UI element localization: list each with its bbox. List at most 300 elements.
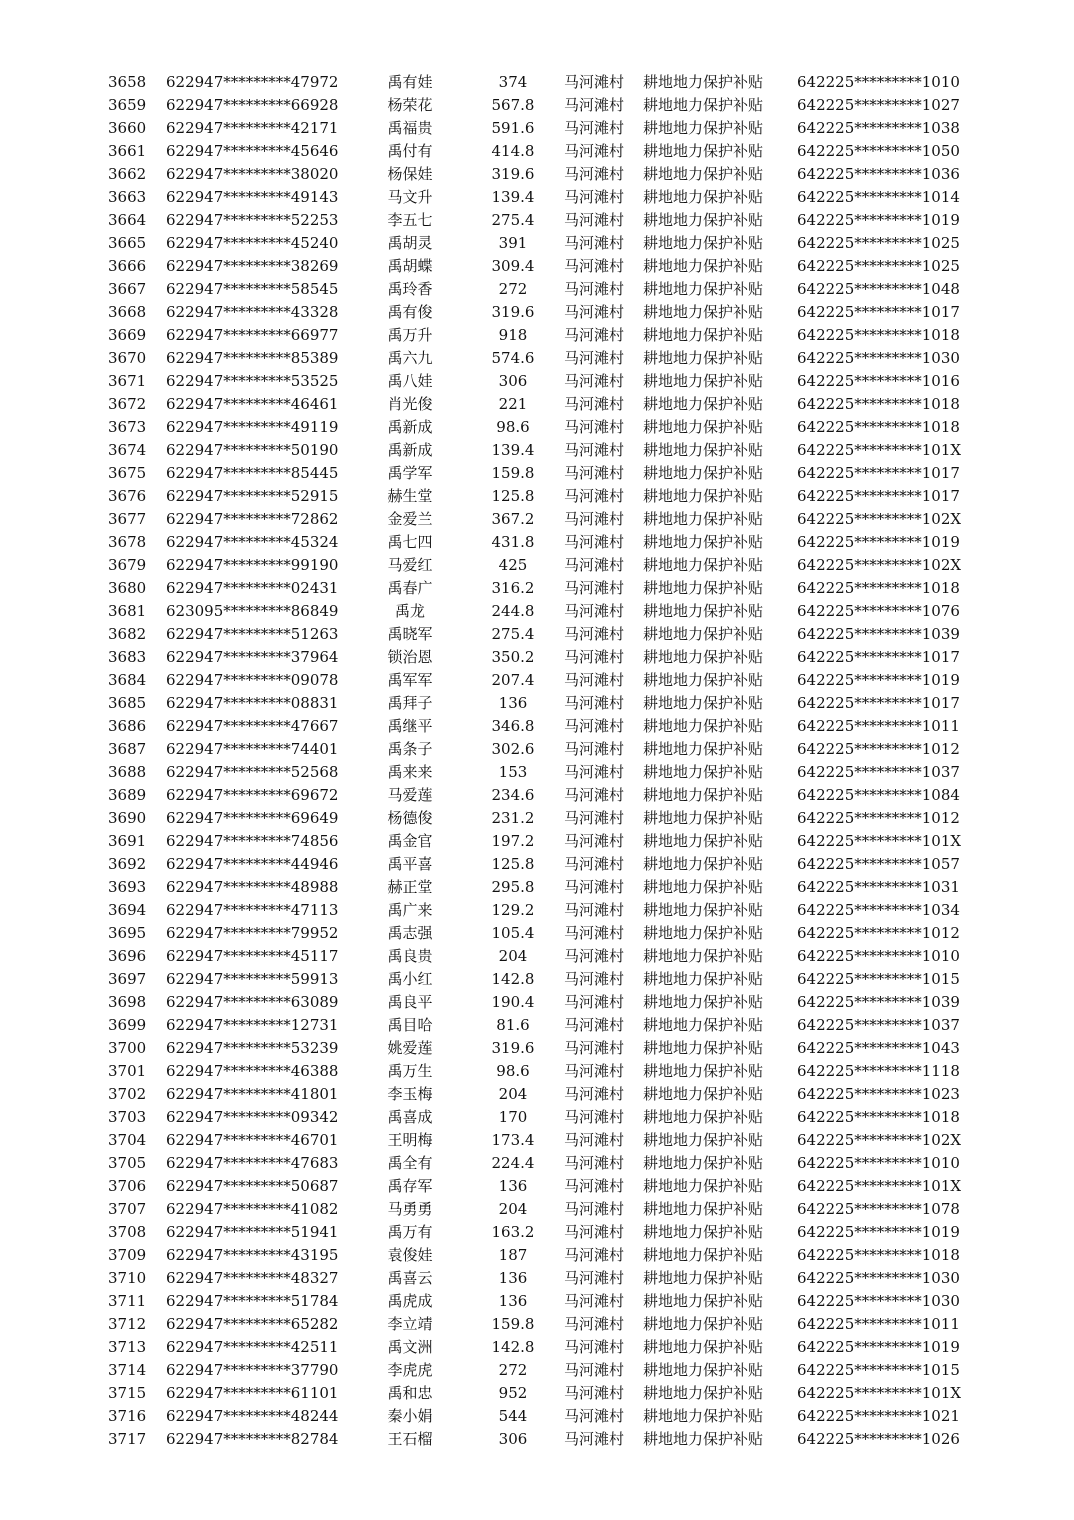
bank-card-number: 622947*********74401	[166, 740, 339, 758]
id-number: 642225*********1010	[797, 73, 960, 91]
id-number: 642225*********1019	[797, 1223, 960, 1241]
bank-card-number: 622947*********47667	[166, 717, 339, 735]
village-name: 马河滩村	[564, 1246, 625, 1264]
id-number: 642225*********1019	[797, 533, 960, 551]
bank-card-number: 622947*********50190	[166, 441, 339, 459]
person-name: 禹虎成	[387, 1292, 433, 1310]
table-row	[0, 209, 1074, 232]
village-name: 马河滩村	[564, 579, 625, 597]
table-row	[0, 1405, 1074, 1428]
table-row	[0, 968, 1074, 991]
subsidy-type: 耕地地力保护补贴	[643, 464, 764, 482]
row-number: 3714	[108, 1361, 147, 1379]
village-name: 马河滩村	[564, 441, 625, 459]
subsidy-amount: 918	[498, 326, 528, 344]
id-number: 642225*********1018	[797, 579, 960, 597]
row-number: 3660	[108, 119, 147, 137]
id-number: 642225*********1118	[797, 1062, 960, 1080]
bank-card-number: 622947*********47113	[166, 901, 339, 919]
table-row	[0, 1037, 1074, 1060]
village-name: 马河滩村	[564, 1430, 625, 1448]
id-number: 642225*********1017	[797, 487, 960, 505]
subsidy-type: 耕地地力保护补贴	[643, 763, 764, 781]
person-name: 禹春广	[387, 579, 433, 597]
id-number: 642225*********1012	[797, 740, 960, 758]
row-number: 3680	[108, 579, 147, 597]
subsidy-amount: 544	[498, 1407, 528, 1425]
bank-card-number: 622947*********49143	[166, 188, 339, 206]
table-row	[0, 140, 1074, 163]
subsidy-type: 耕地地力保护补贴	[643, 119, 764, 137]
subsidy-type: 耕地地力保护补贴	[643, 993, 764, 1011]
table-row	[0, 1382, 1074, 1405]
subsidy-type: 耕地地力保护补贴	[643, 832, 764, 850]
bank-card-number: 622947*********66928	[166, 96, 339, 114]
row-number: 3672	[108, 395, 147, 413]
row-number: 3711	[108, 1292, 147, 1310]
subsidy-amount: 319.6	[491, 303, 535, 321]
person-name: 禹玲香	[387, 280, 433, 298]
subsidy-type: 耕地地力保护补贴	[643, 73, 764, 91]
person-name: 马爱莲	[387, 786, 433, 804]
person-name: 禹全有	[387, 1154, 433, 1172]
row-number: 3663	[108, 188, 147, 206]
subsidy-amount: 153	[498, 763, 528, 781]
row-number: 3712	[108, 1315, 147, 1333]
table-row	[0, 255, 1074, 278]
person-name: 禹龙	[394, 602, 425, 620]
village-name: 马河滩村	[564, 1200, 625, 1218]
row-number: 3662	[108, 165, 147, 183]
person-name: 禹福贵	[387, 119, 433, 137]
person-name: 禹万升	[387, 326, 433, 344]
row-number: 3676	[108, 487, 147, 505]
village-name: 马河滩村	[564, 1177, 625, 1195]
village-name: 马河滩村	[564, 418, 625, 436]
table-row	[0, 784, 1074, 807]
village-name: 马河滩村	[564, 1338, 625, 1356]
table-row	[0, 1129, 1074, 1152]
subsidy-type: 耕地地力保护补贴	[643, 1269, 764, 1287]
person-name: 姚爱莲	[387, 1039, 433, 1057]
bank-card-number: 622947*********38269	[166, 257, 339, 275]
id-number: 642225*********1084	[797, 786, 960, 804]
bank-card-number: 622947*********47972	[166, 73, 339, 91]
table-row	[0, 945, 1074, 968]
row-number: 3678	[108, 533, 147, 551]
person-name: 李玉梅	[387, 1085, 433, 1103]
bank-card-number: 622947*********44946	[166, 855, 339, 873]
table-row	[0, 623, 1074, 646]
bank-card-number: 622947*********12731	[166, 1016, 339, 1034]
person-name: 王明梅	[387, 1131, 433, 1149]
subsidy-amount: 139.4	[491, 441, 535, 459]
person-name: 禹万生	[387, 1062, 433, 1080]
person-name: 禹新成	[387, 418, 433, 436]
bank-card-number: 622947*********69649	[166, 809, 339, 827]
table-row	[0, 370, 1074, 393]
subsidy-amount: 125.8	[491, 855, 535, 873]
table-row	[0, 186, 1074, 209]
subsidy-type: 耕地地力保护补贴	[643, 372, 764, 390]
id-number: 642225*********1019	[797, 671, 960, 689]
bank-card-number: 622947*********52568	[166, 763, 339, 781]
subsidy-type: 耕地地力保护补贴	[643, 901, 764, 919]
table-row	[0, 669, 1074, 692]
subsidy-amount: 367.2	[491, 510, 535, 528]
row-number: 3679	[108, 556, 147, 574]
person-name: 禹胡灵	[387, 234, 433, 252]
person-name: 禹七四	[387, 533, 433, 551]
person-name: 禹志强	[387, 924, 433, 942]
bank-card-number: 622947*********48327	[166, 1269, 339, 1287]
bank-card-number: 622947*********46701	[166, 1131, 339, 1149]
subsidy-type: 耕地地力保护补贴	[643, 648, 764, 666]
table-row	[0, 1175, 1074, 1198]
bank-card-number: 622947*********53239	[166, 1039, 339, 1057]
table-row	[0, 347, 1074, 370]
table-row	[0, 922, 1074, 945]
row-number: 3688	[108, 763, 147, 781]
id-number: 642225*********1018	[797, 326, 960, 344]
id-number: 642225*********1023	[797, 1085, 960, 1103]
person-name: 杨荣花	[387, 96, 433, 114]
person-name: 禹喜成	[387, 1108, 433, 1126]
village-name: 马河滩村	[564, 395, 625, 413]
subsidy-amount: 309.4	[491, 257, 535, 275]
village-name: 马河滩村	[564, 1292, 625, 1310]
bank-card-number: 622947*********99190	[166, 556, 339, 574]
table-row	[0, 1359, 1074, 1382]
person-name: 禹广来	[387, 901, 433, 919]
row-number: 3681	[108, 602, 147, 620]
row-number: 3703	[108, 1108, 147, 1126]
person-name: 禹胡蝶	[387, 257, 433, 275]
subsidy-amount: 129.2	[491, 901, 535, 919]
bank-card-number: 622947*********63089	[166, 993, 339, 1011]
subsidy-type: 耕地地力保护补贴	[643, 1200, 764, 1218]
table-row	[0, 1336, 1074, 1359]
row-number: 3694	[108, 901, 147, 919]
person-name: 肖光俊	[387, 395, 433, 413]
subsidy-amount: 319.6	[491, 165, 535, 183]
row-number: 3685	[108, 694, 147, 712]
subsidy-type: 耕地地力保护补贴	[643, 326, 764, 344]
person-name: 金爱兰	[387, 510, 433, 528]
subsidy-type: 耕地地力保护补贴	[643, 165, 764, 183]
table-row	[0, 117, 1074, 140]
village-name: 马河滩村	[564, 349, 625, 367]
village-name: 马河滩村	[564, 694, 625, 712]
village-name: 马河滩村	[564, 372, 625, 390]
id-number: 642225*********1018	[797, 395, 960, 413]
row-number: 3708	[108, 1223, 147, 1241]
subsidy-table	[0, 71, 1074, 1451]
id-number: 642225*********1016	[797, 372, 960, 390]
person-name: 王石榴	[387, 1430, 433, 1448]
table-row	[0, 807, 1074, 830]
person-name: 禹八娃	[387, 372, 433, 390]
id-number: 642225*********1019	[797, 211, 960, 229]
table-row	[0, 991, 1074, 1014]
bank-card-number: 622947*********53525	[166, 372, 339, 390]
subsidy-amount: 346.8	[491, 717, 535, 735]
subsidy-amount: 204	[498, 947, 528, 965]
bank-card-number: 622947*********52915	[166, 487, 339, 505]
id-number: 642225*********1078	[797, 1200, 960, 1218]
subsidy-type: 耕地地力保护补贴	[643, 1177, 764, 1195]
row-number: 3715	[108, 1384, 147, 1402]
subsidy-amount: 234.6	[491, 786, 535, 804]
subsidy-type: 耕地地力保护补贴	[643, 1384, 764, 1402]
row-number: 3696	[108, 947, 147, 965]
village-name: 马河滩村	[564, 717, 625, 735]
village-name: 马河滩村	[564, 878, 625, 896]
subsidy-amount: 159.8	[491, 1315, 535, 1333]
subsidy-type: 耕地地力保护补贴	[643, 1223, 764, 1241]
person-name: 禹金官	[387, 832, 433, 850]
subsidy-amount: 187	[498, 1246, 528, 1264]
bank-card-number: 622947*********85389	[166, 349, 339, 367]
person-name: 马文升	[387, 188, 433, 206]
subsidy-type: 耕地地力保护补贴	[643, 1361, 764, 1379]
bank-card-number: 622947*********51784	[166, 1292, 339, 1310]
table-row	[0, 508, 1074, 531]
village-name: 马河滩村	[564, 625, 625, 643]
table-row	[0, 71, 1074, 94]
subsidy-amount: 302.6	[491, 740, 535, 758]
village-name: 马河滩村	[564, 740, 625, 758]
id-number: 642225*********102X	[797, 510, 962, 528]
subsidy-type: 耕地地力保护补贴	[643, 533, 764, 551]
subsidy-amount: 224.4	[491, 1154, 535, 1172]
village-name: 马河滩村	[564, 510, 625, 528]
row-number: 3661	[108, 142, 147, 160]
table-row	[0, 738, 1074, 761]
person-name: 李五七	[387, 211, 433, 229]
person-name: 禹文洲	[387, 1338, 433, 1356]
subsidy-amount: 190.4	[491, 993, 535, 1011]
subsidy-type: 耕地地力保护补贴	[643, 924, 764, 942]
subsidy-amount: 81.6	[496, 1016, 530, 1034]
row-number: 3716	[108, 1407, 147, 1425]
subsidy-amount: 567.8	[491, 96, 535, 114]
village-name: 马河滩村	[564, 809, 625, 827]
bank-card-number: 622947*********79952	[166, 924, 339, 942]
row-number: 3659	[108, 96, 147, 114]
subsidy-type: 耕地地力保护补贴	[643, 970, 764, 988]
row-number: 3666	[108, 257, 147, 275]
subsidy-type: 耕地地力保护补贴	[643, 257, 764, 275]
table-row	[0, 324, 1074, 347]
village-name: 马河滩村	[564, 832, 625, 850]
subsidy-type: 耕地地力保护补贴	[643, 947, 764, 965]
subsidy-type: 耕地地力保护补贴	[643, 1039, 764, 1057]
subsidy-type: 耕地地力保护补贴	[643, 625, 764, 643]
subsidy-type: 耕地地力保护补贴	[643, 142, 764, 160]
subsidy-amount: 159.8	[491, 464, 535, 482]
bank-card-number: 622947*********02431	[166, 579, 339, 597]
person-name: 禹有俊	[387, 303, 433, 321]
subsidy-amount: 275.4	[491, 625, 535, 643]
bank-card-number: 622947*********61101	[166, 1384, 339, 1402]
subsidy-amount: 952	[498, 1384, 528, 1402]
bank-card-number: 622947*********46388	[166, 1062, 339, 1080]
row-number: 3686	[108, 717, 147, 735]
row-number: 3684	[108, 671, 147, 689]
subsidy-amount: 197.2	[491, 832, 535, 850]
person-name: 禹学军	[387, 464, 433, 482]
id-number: 642225*********1012	[797, 809, 960, 827]
person-name: 禹晓军	[387, 625, 433, 643]
id-number: 642225*********1030	[797, 1292, 960, 1310]
table-row	[0, 1083, 1074, 1106]
bank-card-number: 622947*********45324	[166, 533, 339, 551]
person-name: 秦小娟	[387, 1407, 433, 1425]
table-row	[0, 761, 1074, 784]
subsidy-amount: 125.8	[491, 487, 535, 505]
subsidy-type: 耕地地力保护补贴	[643, 1292, 764, 1310]
id-number: 642225*********1031	[797, 878, 960, 896]
table-row	[0, 531, 1074, 554]
person-name: 禹和忠	[387, 1384, 433, 1402]
village-name: 马河滩村	[564, 1384, 625, 1402]
subsidy-amount: 244.8	[491, 602, 535, 620]
row-number: 3669	[108, 326, 147, 344]
row-number: 3699	[108, 1016, 147, 1034]
subsidy-type: 耕地地力保护补贴	[643, 1246, 764, 1264]
subsidy-type: 耕地地力保护补贴	[643, 717, 764, 735]
subsidy-type: 耕地地力保护补贴	[643, 1131, 764, 1149]
row-number: 3670	[108, 349, 147, 367]
subsidy-type: 耕地地力保护补贴	[643, 418, 764, 436]
subsidy-amount: 221	[498, 395, 528, 413]
row-number: 3705	[108, 1154, 147, 1172]
bank-card-number: 622947*********37790	[166, 1361, 339, 1379]
village-name: 马河滩村	[564, 993, 625, 1011]
row-number: 3687	[108, 740, 147, 758]
person-name: 禹存军	[387, 1177, 433, 1195]
bank-card-number: 622947*********38020	[166, 165, 339, 183]
id-number: 642225*********1039	[797, 993, 960, 1011]
row-number: 3706	[108, 1177, 147, 1195]
id-number: 642225*********1076	[797, 602, 960, 620]
subsidy-type: 耕地地力保护补贴	[643, 303, 764, 321]
village-name: 马河滩村	[564, 464, 625, 482]
id-number: 642225*********102X	[797, 1131, 962, 1149]
subsidy-amount: 350.2	[491, 648, 535, 666]
village-name: 马河滩村	[564, 165, 625, 183]
table-row	[0, 1267, 1074, 1290]
subsidy-amount: 207.4	[491, 671, 535, 689]
id-number: 642225*********1018	[797, 1108, 960, 1126]
bank-card-number: 622947*********41082	[166, 1200, 339, 1218]
village-name: 马河滩村	[564, 188, 625, 206]
bank-card-number: 622947*********52253	[166, 211, 339, 229]
village-name: 马河滩村	[564, 96, 625, 114]
village-name: 马河滩村	[564, 1269, 625, 1287]
bank-card-number: 622947*********65282	[166, 1315, 339, 1333]
subsidy-amount: 136	[498, 1269, 528, 1287]
row-number: 3700	[108, 1039, 147, 1057]
row-number: 3713	[108, 1338, 147, 1356]
row-number: 3717	[108, 1430, 147, 1448]
id-number: 642225*********1018	[797, 418, 960, 436]
row-number: 3707	[108, 1200, 147, 1218]
id-number: 642225*********1030	[797, 349, 960, 367]
person-name: 赫正堂	[387, 878, 433, 896]
village-name: 马河滩村	[564, 602, 625, 620]
person-name: 禹拜子	[387, 694, 433, 712]
subsidy-amount: 306	[498, 372, 528, 390]
village-name: 马河滩村	[564, 1361, 625, 1379]
row-number: 3667	[108, 280, 147, 298]
id-number: 642225*********101X	[797, 1177, 962, 1195]
table-row	[0, 439, 1074, 462]
person-name: 李立靖	[387, 1315, 433, 1333]
person-name: 杨德俊	[387, 809, 433, 827]
village-name: 马河滩村	[564, 671, 625, 689]
subsidy-type: 耕地地力保护补贴	[643, 280, 764, 298]
subsidy-type: 耕地地力保护补贴	[643, 878, 764, 896]
subsidy-type: 耕地地力保护补贴	[643, 441, 764, 459]
bank-card-number: 622947*********09078	[166, 671, 339, 689]
village-name: 马河滩村	[564, 234, 625, 252]
row-number: 3683	[108, 648, 147, 666]
row-number: 3693	[108, 878, 147, 896]
subsidy-amount: 295.8	[491, 878, 535, 896]
id-number: 642225*********1010	[797, 1154, 960, 1172]
subsidy-amount: 139.4	[491, 188, 535, 206]
bank-card-number: 622947*********59913	[166, 970, 339, 988]
person-name: 禹条子	[387, 740, 433, 758]
row-number: 3709	[108, 1246, 147, 1264]
table-row	[0, 876, 1074, 899]
subsidy-type: 耕地地力保护补贴	[643, 234, 764, 252]
subsidy-amount: 98.6	[496, 1062, 530, 1080]
row-number: 3689	[108, 786, 147, 804]
row-number: 3668	[108, 303, 147, 321]
person-name: 袁俊娃	[387, 1246, 433, 1264]
subsidy-type: 耕地地力保护补贴	[643, 556, 764, 574]
village-name: 马河滩村	[564, 1108, 625, 1126]
row-number: 3704	[108, 1131, 147, 1149]
bank-card-number: 622947*********42511	[166, 1338, 339, 1356]
bank-card-number: 622947*********08831	[166, 694, 339, 712]
id-number: 642225*********1034	[797, 901, 960, 919]
village-name: 马河滩村	[564, 1016, 625, 1034]
id-number: 642225*********1017	[797, 464, 960, 482]
table-row	[0, 1198, 1074, 1221]
table-row	[0, 1428, 1074, 1451]
village-name: 马河滩村	[564, 1039, 625, 1057]
id-number: 642225*********1025	[797, 234, 960, 252]
table-row	[0, 1221, 1074, 1244]
id-number: 642225*********1015	[797, 970, 960, 988]
table-row	[0, 393, 1074, 416]
village-name: 马河滩村	[564, 142, 625, 160]
id-number: 642225*********1025	[797, 257, 960, 275]
table-row	[0, 1313, 1074, 1336]
bank-card-number: 622947*********85445	[166, 464, 339, 482]
village-name: 马河滩村	[564, 487, 625, 505]
id-number: 642225*********1018	[797, 1246, 960, 1264]
bank-card-number: 622947*********45240	[166, 234, 339, 252]
village-name: 马河滩村	[564, 73, 625, 91]
id-number: 642225*********1030	[797, 1269, 960, 1287]
village-name: 马河滩村	[564, 326, 625, 344]
village-name: 马河滩村	[564, 947, 625, 965]
